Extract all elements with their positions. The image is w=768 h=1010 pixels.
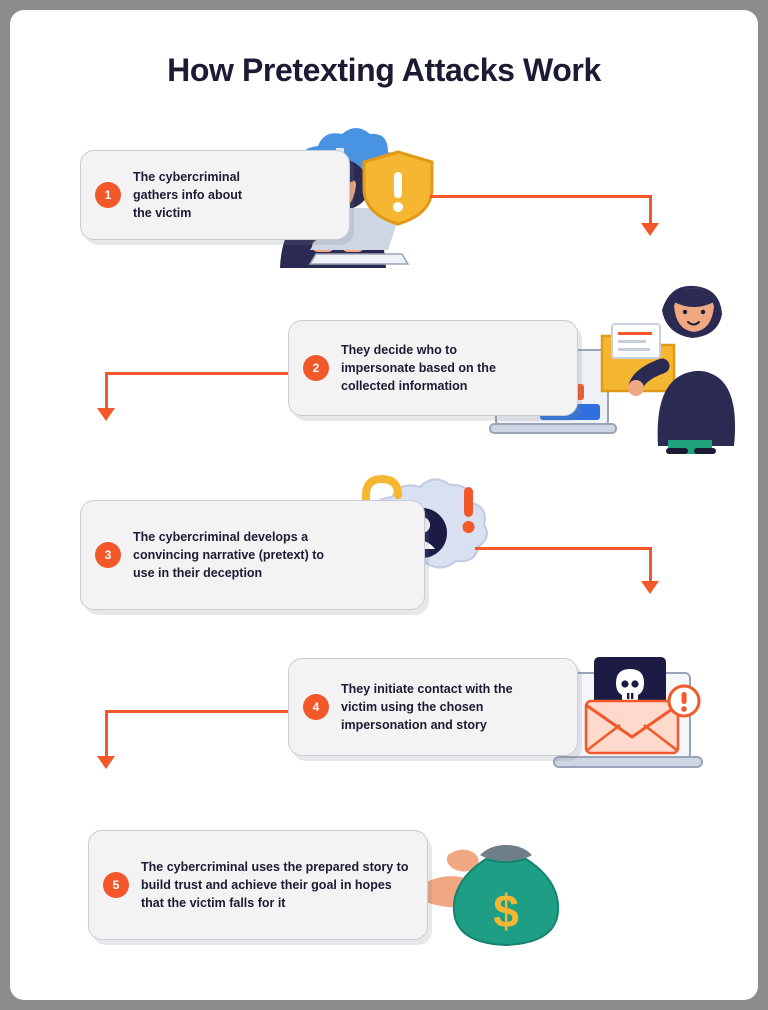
step-card-4 <box>288 658 578 756</box>
step-text-1: The cybercriminal gathers info about the victim <box>133 169 243 221</box>
svg-text:$: $ <box>493 885 519 937</box>
step-text-5: The cybercriminal uses the prepared story to build trust and achieve their goal in hopes that the victim falls for it <box>141 859 409 911</box>
step-card-2 <box>288 320 578 416</box>
step-text-4: They initiate contact with the victim using the chosen impersonation and story <box>341 681 513 733</box>
step-number-5: 5 <box>103 872 129 898</box>
step-card-5 <box>88 830 428 940</box>
step-number-2: 2 <box>303 355 329 381</box>
step-number-3: 3 <box>95 542 121 568</box>
step-number-1: 1 <box>95 182 121 208</box>
step-card-3 <box>80 500 425 610</box>
step-text-2: They decide who to impersonate based on the collected information <box>341 342 496 394</box>
step-card-1 <box>80 150 350 240</box>
step-number-4: 4 <box>303 694 329 720</box>
illustration-money-bag <box>420 815 580 955</box>
page-title: How Pretexting Attacks Work <box>167 52 601 88</box>
infographic-page <box>10 10 758 1000</box>
step-text-3: The cybercriminal develops a convincing narrative (pretext) to use in their deception <box>133 529 325 581</box>
